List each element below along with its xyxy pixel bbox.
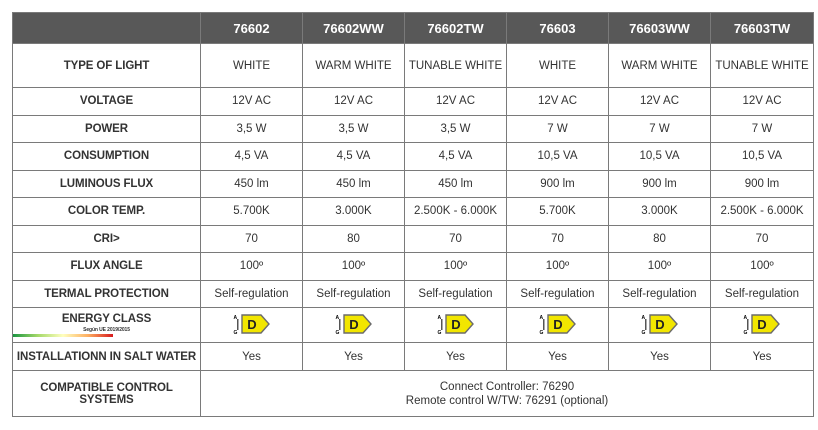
row-voltage	[13, 88, 814, 116]
energy-class-letter: D	[552, 316, 563, 332]
compat-line-controller: Connect Controller: 76290	[439, 380, 575, 393]
cell: TUNABLE WHITE	[711, 44, 814, 88]
cell: Self-regulation	[609, 280, 711, 308]
cell: 3,5 W	[201, 115, 303, 143]
cell: 4,5 VA	[201, 143, 303, 171]
cell: 10,5 VA	[609, 143, 711, 171]
energy-scale-mini	[543, 319, 545, 330]
energy-class-letter: D	[757, 316, 767, 332]
energy-scale-bottom: G	[641, 329, 645, 335]
cell: Yes	[201, 343, 303, 371]
model-header: 76602	[201, 13, 303, 44]
model-header: 76602WW	[303, 13, 405, 44]
cell: 7 W	[711, 115, 814, 143]
spec-table	[12, 12, 814, 417]
energy-label-icon	[743, 313, 781, 338]
header-corner	[13, 13, 201, 44]
cell: 12V AC	[609, 88, 711, 116]
header-row	[13, 13, 814, 44]
row-label: COMPATIBLE CONTROL SYSTEMS	[13, 371, 201, 417]
cell: 100º	[303, 253, 405, 281]
energy-class-letter: D	[246, 316, 257, 332]
energy-cell	[507, 308, 609, 343]
model-header: 76603TW	[711, 13, 814, 44]
cell: 12V AC	[201, 88, 303, 116]
row-type-of-light	[13, 44, 814, 88]
energy-scale-bar	[13, 334, 113, 337]
cell: 12V AC	[405, 88, 507, 116]
energy-badge-svg	[641, 313, 679, 335]
row-label: CONSUMPTION	[13, 143, 201, 171]
energy-scale-mini	[237, 319, 239, 330]
row-label-energy	[13, 308, 201, 343]
cell: 2.500K - 6.000K	[405, 198, 507, 226]
model-header: 76603WW	[609, 13, 711, 44]
model-header: 76603	[507, 13, 609, 44]
energy-label-icon	[641, 313, 679, 338]
cell: 80	[609, 225, 711, 253]
energy-badge-svg	[743, 313, 781, 335]
cell: 3.000K	[303, 198, 405, 226]
energy-scale-top: A	[743, 314, 748, 321]
cell: 900 lm	[507, 170, 609, 198]
cell: 12V AC	[711, 88, 814, 116]
cell: 3,5 W	[405, 115, 507, 143]
energy-scale-mini	[339, 319, 341, 330]
row-flux-angle	[13, 253, 814, 281]
energy-class-letter: D	[450, 316, 461, 332]
cell: 900 lm	[609, 170, 711, 198]
row-label: TYPE OF LIGHT	[13, 44, 201, 88]
cell: 70	[507, 225, 609, 253]
cell: 5.700K	[507, 198, 609, 226]
row-label: LUMINOUS FLUX	[13, 170, 201, 198]
cell: 7 W	[507, 115, 609, 143]
energy-label-icon	[233, 313, 271, 338]
cell: WARM WHITE	[609, 44, 711, 88]
cell: 2.500K - 6.000K	[711, 198, 814, 226]
energy-label-icon	[539, 313, 577, 338]
energy-scale-bottom: G	[539, 329, 543, 335]
energy-cell	[405, 308, 507, 343]
row-label: CRI>	[13, 225, 201, 253]
energy-class-letter: D	[348, 316, 359, 332]
row-consumption	[13, 143, 814, 171]
row-luminous-flux	[13, 170, 814, 198]
cell: Yes	[609, 343, 711, 371]
cell: 3,5 W	[303, 115, 405, 143]
energy-scale-mini	[747, 319, 749, 330]
energy-scale-top: A	[233, 314, 237, 321]
cell: 900 lm	[711, 170, 814, 198]
energy-class-letter: D	[654, 316, 665, 332]
cell: Self-regulation	[405, 280, 507, 308]
energy-scale-top: A	[539, 314, 543, 321]
cell: TUNABLE WHITE	[405, 44, 507, 88]
energy-scale-top: A	[335, 314, 339, 321]
cell: 100º	[609, 253, 711, 281]
row-label: FLUX ANGLE	[13, 253, 201, 281]
energy-cell	[609, 308, 711, 343]
row-label: ENERGY CLASS	[61, 313, 152, 325]
cell: 450 lm	[201, 170, 303, 198]
cell: 10,5 VA	[507, 143, 609, 171]
cell: WARM WHITE	[303, 44, 405, 88]
cell: 5.700K	[201, 198, 303, 226]
cell: 12V AC	[303, 88, 405, 116]
compat-line-remote: Remote control W/TW: 76291 (optional)	[405, 394, 609, 407]
cell: 450 lm	[303, 170, 405, 198]
energy-badge-svg	[539, 313, 577, 335]
row-label: TERMAL PROTECTION	[13, 280, 201, 308]
cell: 70	[711, 225, 814, 253]
cell: 100º	[405, 253, 507, 281]
cell: 4,5 VA	[405, 143, 507, 171]
row-label: INSTALLATIONN IN SALT WATER	[13, 343, 201, 371]
cell: 100º	[201, 253, 303, 281]
energy-scale-bottom: G	[437, 329, 441, 335]
cell: 10,5 VA	[711, 143, 814, 171]
energy-badge-svg	[233, 313, 271, 335]
cell: Yes	[711, 343, 814, 371]
row-label: VOLTAGE	[13, 88, 201, 116]
row-compatible-control	[13, 371, 814, 417]
row-thermal-protection	[13, 280, 814, 308]
energy-regulation-note: Según UE 2019/2015	[83, 327, 130, 333]
cell: Yes	[303, 343, 405, 371]
row-label: POWER	[13, 115, 201, 143]
energy-cell	[711, 308, 814, 343]
energy-scale-mini	[441, 319, 443, 330]
model-header: 76602TW	[405, 13, 507, 44]
cell: 450 lm	[405, 170, 507, 198]
energy-cell	[201, 308, 303, 343]
cell: Self-regulation	[303, 280, 405, 308]
energy-badge-svg	[437, 313, 475, 335]
cell: Self-regulation	[711, 280, 814, 308]
cell: 4,5 VA	[303, 143, 405, 171]
energy-scale-top: A	[437, 314, 441, 321]
cell: Yes	[405, 343, 507, 371]
row-energy-class	[13, 308, 814, 343]
row-color-temp	[13, 198, 814, 226]
cell: 80	[303, 225, 405, 253]
row-label: COLOR TEMP.	[13, 198, 201, 226]
row-cri	[13, 225, 814, 253]
cell: 100º	[711, 253, 814, 281]
row-power	[13, 115, 814, 143]
cell: 7 W	[609, 115, 711, 143]
cell: 100º	[507, 253, 609, 281]
energy-scale-bottom: G	[233, 329, 237, 335]
energy-label-icon	[437, 313, 475, 338]
row-salt-water	[13, 343, 814, 371]
energy-scale-bottom: G	[335, 329, 339, 335]
cell: 3.000K	[609, 198, 711, 226]
cell: Self-regulation	[201, 280, 303, 308]
cell: 12V AC	[507, 88, 609, 116]
cell: WHITE	[201, 44, 303, 88]
compat-cell	[201, 371, 814, 417]
energy-scale-top: A	[641, 314, 645, 321]
energy-cell	[303, 308, 405, 343]
energy-label-icon	[335, 313, 373, 338]
cell: 70	[405, 225, 507, 253]
energy-scale-mini	[645, 319, 647, 330]
cell: Yes	[507, 343, 609, 371]
energy-badge-svg	[335, 313, 373, 335]
cell: WHITE	[507, 44, 609, 88]
cell: 70	[201, 225, 303, 253]
energy-scale-bottom: G	[743, 329, 748, 335]
cell: Self-regulation	[507, 280, 609, 308]
